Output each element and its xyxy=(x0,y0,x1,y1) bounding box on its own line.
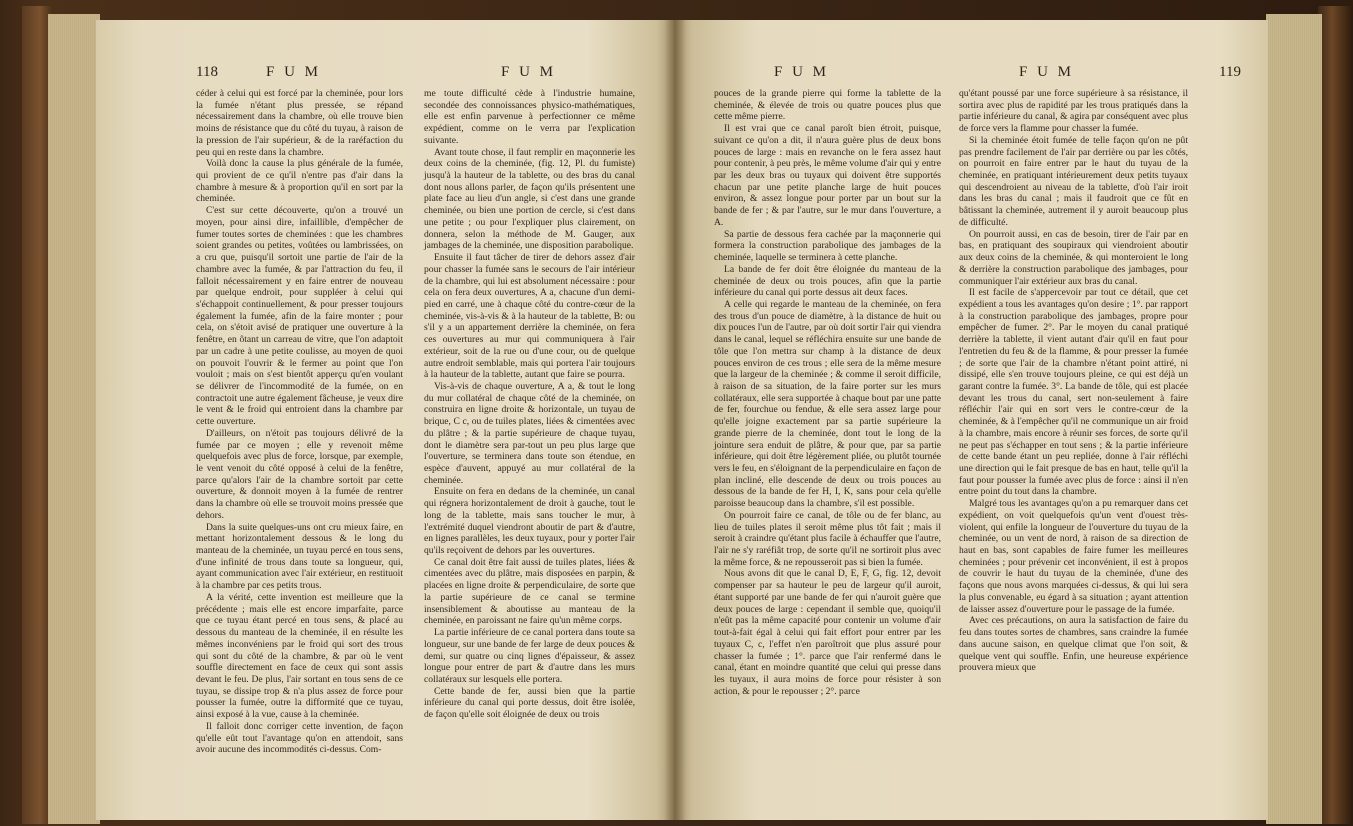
paragraph: Malgré tous les avantages qu'on a pu remarquer dans cet expédient, on voit quelquefois qu'un vent d'ouest très-violent, qui enfile la longueur de l'ouverture du tuyau de la cheminée, ou un vent de nord, à raison de sa direction de haut en bas, sont capables de faire fumer les meilleures cheminées ; pour prévenir cet inconvénient, il est à propos de couvrir le haut du tuyau de la cheminée, d'une des façons que nous avons marquées ci-dessus, & qui lui sera la plus convenable, eu égard à sa situation ; ayant attention de laisser assez d'ouverture pour le passage de la fumée. xyxy=(959,498,1188,615)
paragraph: C'est sur cette découverte, qu'on a trouvé un moyen, pour ainsi dire, infaillible, d'empêcher de fumer toutes sortes de cheminées : que les chambres soient grandes ou petites, voûtées ou lambrissées, on a cru que, puisqu'il sortoit une partie de l'air de la chambre avec la fumée, & par l'attraction du feu, il falloit nécessairement y en faire entrer de nouveau par quelque endroit, pour suppléer à celui qui s'échappoit continuellement, & pour presser toujours également la fumée, afin de la faire monter ; pour cela, on s'étoit avisé de pratiquer une ouverture à la fenêtre, en ôtant un carreau de vitre, que l'on adaptoit par un cadre à une petite coulisse, au moyen de quoi on pouvoit l'ouvrir & le fermer au point que l'on vouloit ; mais on s'est bientôt apperçu qu'en voulant se délivrer de l'incommodité de la fumée, on en contractoit une autre également fâcheuse, je veux dire le vent & le froid qui entroient dans la chambre par cette ouverture. xyxy=(196,205,403,428)
paragraph: Ensuite on fera en dedans de la cheminée, un canal qui régnera horizontalement de droit à gauche, tout le long de la tablette, mais sans toucher le mur, à l'extrémité duquel viendront aboutir de part & d'autre, en lignes parallèles, les deux tuyaux, pour y porter l'air qu'ils reçoivent de dehors par les ouvertures. xyxy=(424,486,635,557)
paragraph: D'ailleurs, on n'étoit pas toujours délivré de la fumée par ce moyen ; elle y revenoit même quelquefois avec plus de force, lorsque, par exemple, le vent venoit du côté opposé à celui de la fenêtre, parce qu'alors l'air de la chambre sortoit par cette ouverture, & donnoit moyen à la fumée de rentrer dans la chambre où elle se trouvoit moins pressée que dehors. xyxy=(196,427,403,521)
left-page-header xyxy=(96,64,674,86)
paragraph: Nous avons dit que le canal D, E, F, G, fig. 12, devoit compenser par sa hauteur le peu de largeur qu'il auroit, étant supporté par une bande de fer qui n'auroit guère que deux pouces de large : cependant il semble que, quoiqu'il n'eût pas la même capacité pour contenir un volume d'air tout-à-fait égal à celui qui fait effort pour entrer par les tuyaux C, c, l'effet n'en paroîtroit que plus assuré pour chasser la fumée ; 1°. parce que l'air renfermé dans le canal, étant en moindre quantité que celui qui presse dans les tuyaux, il aura moins de force pour résister à son action, & pour le repousser ; 2°. parce xyxy=(714,568,941,697)
running-head: F U M xyxy=(1019,64,1075,80)
text-column-left xyxy=(196,88,403,756)
book-cover-right xyxy=(1318,6,1353,824)
paragraph: Il est vrai que ce canal paroît bien étroit, puisque, suivant ce qu'on a dit, il n'aura guère plus de deux bons pouces de large : mais en revanche on le fera assez haut pour contenir, à peu près, le même volume d'air qui y entre par les deux bras ou tuyaux qui doivent être supportés chacun par une petite planche large de huit pouces environ, & assez longue pour porter par un bout sur la bande de fer ; & par l'autre, sur le mur dans l'ouverture, a A. xyxy=(714,123,941,228)
paragraph: Cette bande de fer, aussi bien que la partie inférieure du canal qui porte dessus, doit être isolée, de façon qu'elle soit éloignée de deux ou trois xyxy=(424,685,635,721)
paragraph: Ensuite il faut tâcher de tirer de dehors assez d'air pour chasser la fumée sans le secours de l'air intérieur de la chambre, qui lui est absolument nécessaire : pour cela on fera deux ouvertures, A a, chacune d'un demi-pied en carré, une à chaque côté du contre-cœur de la cheminée, vis-à-vis & à la hauteur de la tablette, B: ou s'il y a un appartement derrière la cheminée, on fera ces ouvertures au mur qui communiquera à l'air extérieur, soit de la rue ou d'une cour, ou de quelque autre endroit semblable, mais qui portera l'air toujours à la hauteur de la tablette, autant que faire se pourra. xyxy=(424,252,635,381)
paragraph: qu'étant poussé par une force supérieure à sa résistance, il sortira avec plus de rapidité par les trous pratiqués dans la partie inférieure du canal, & agira par conséquent avec plus de force vers la flamme pour chasser la fumée. xyxy=(959,88,1188,135)
paragraph: Dans la suite quelques-uns ont cru mieux faire, en mettant horizontalement dessous & le long du manteau de la cheminée, un tuyau percé en tous sens, d'une infinité de trous dans toute sa longueur, qui, ayant communication avec l'air extérieur, en restituoit à la chambre par ces petits trous. xyxy=(196,521,403,592)
paragraph: Si la cheminée étoit fumée de telle façon qu'on ne pût pas prendre facilement de l'air par derrière ou par les côtés, on pourroit en faire entrer par le haut du tuyau de la cheminée, en pratiquant intérieurement deux petits tuyaux qui descendroient au niveau de la tablette, d'où l'air iroit dans les bras du canal ; mais il faudroit que ce fût en bâtissant la cheminée, autrement il y auroit beaucoup plus de difficulté. xyxy=(959,134,1188,228)
paragraph: Il est facile de s'appercevoir par tout ce détail, que cet expédient a tous les avantages qu'on desire ; 1°. par rapport à la construction parabolique des jambages, propre pour empêcher de fumer. 2°. Par le moyen du canal pratiqué derrière la tablette, il vient autant d'air qu'il en faut pour l'entretien du feu & de la flamme, & pour presser la fumée ; de sorte que l'air de la chambre n'étant point attiré, ni dissipé, elle s'en trouve toujours pleine, ce qui est déjà un garant contre la fumée. 3°. La bande de tôle, qui est placée devant les trous du canal, sert non-seulement à faire réfléchir l'air qui en sort vers le contre-cœur de la cheminée, & à l'empêcher qu'il ne communique un air froid à la chambre, mais encore à réunir ses forces, de sorte qu'il ne peut pas s'échapper en tout sens ; & la partie inférieure de cette bande étant un peu repliée, donne à l'air réfléchi une direction qui le fait presque de bas en haut, telle qu'il la faut pour pousser la fumée avec plus de force : ainsi il n'en entre point du tout dans la chambre. xyxy=(959,287,1188,498)
paragraph: La bande de fer doit être éloignée du manteau de la cheminée de deux ou trois pouces, afin que la partie inférieure du canal qui porte dessus ait deux faces. xyxy=(714,263,941,299)
paragraph: A celle qui regarde le manteau de la cheminée, on fera des trous d'un pouce de diamètre, à la distance de huit ou dix pouces l'un de l'autre, par où doit sortir l'air qui viendra dans le canal, lequel se réfléchira ensuite sur une bande de tôle que l'on mettra sur champ à la distance de deux pouces environ de ces trous ; elle sera de la même mesure que la largeur de la cheminée ; & comme il seroit difficile, à raison de sa situation, de la faire porter sur les murs collatéraux, elle sera supportée à chaque bout par une patte de fer, fourchue ou fendue, & elle sera assez large pour qu'elle joigne exactement par sa partie supérieure la grande pierre de la cheminée, dont tout le long de la jointure sera enduit de plâtre, & pour que, par sa partie inférieure, qui doit être légèrement pliée, ou plutôt tournée vers le feu, en s'éloignant de la perpendiculaire en façon de plan incliné, elle descende de deux ou trois pouces au dessous de la bande de fer H, I, K, sans pour cela qu'elle paroisse beaucoup dans la chambre, s'il est possible. xyxy=(714,298,941,510)
paragraph: On pourroit aussi, en cas de besoin, tirer de l'air par en bas, en pratiquant des soupiraux qui viendroient aboutir aux deux coins de la cheminée, & qui monteroient le long & derrière la construction parabolique des jambages, pour communiquer l'air extérieur aux bras du canal. xyxy=(959,228,1188,287)
page-number: 118 xyxy=(196,64,218,80)
paragraph: Avant toute chose, il faut remplir en maçonnerie les deux coins de la cheminée, (fig. 12, Pl. du fumiste) jusqu'à la hauteur de la tablette, ou des bras du canal dont nous allons parler, de façon qu'ils présentent une plate face au lieu d'un angle, si c'est dans une grande cheminée, ou bien une portion de cercle, si c'est dans une petite ; ou pour l'expliquer plus clairement, on donnera, selon la méthode de M. Gauger, aux jambages de la cheminée, une disposition parabolique. xyxy=(424,146,635,252)
paragraph: céder à celui qui est forcé par la cheminée, pour lors la fumée n'étant plus pressée, se répand nécessairement dans la chambre, où elle trouve bien moins de résistance que du côté du tuyau, à raison de la pression de l'air supérieur, & de la raréfaction du peu qui en reste dans la chambre. xyxy=(196,88,403,158)
paragraph: me toute difficulté cède à l'industrie humaine, secondée des connoissances physico-mathématiques, elle est enfin parvenue à perfectionner ce même expédient, comme on le verra par l'explication suivante. xyxy=(424,88,635,146)
page-number: 119 xyxy=(1219,64,1241,80)
paragraph: Vis-à-vis de chaque ouverture, A a, & tout le long du mur collatéral de chaque côté de la cheminée, on construira en ligne droite & horizontale, un tuyau de brique, C c, ou de tuiles plates, liées & cimentées avec du plâtre ; & la partie supérieure de chaque tuyau, dont le diamètre sera par-tout un peu plus large que l'ouverture, se terminera dans toute son étendue, en espèce d'auvent, appuyé au mur collatéral de la cheminée. xyxy=(424,380,635,486)
paragraph: La partie inférieure de ce canal portera dans toute sa longueur, sur une bande de fer large de deux pouces & demi, sur quatre ou cinq lignes d'épaisseur, & assez longue pour entrer de part & d'autre dans les murs collatéraux sur lesquels elle portera. xyxy=(424,627,635,685)
paragraph: Sa partie de dessous fera cachée par la maçonnerie qui formera la construction parabolique des jambages de la cheminée, laquelle se terminera à cette planche. xyxy=(714,228,941,264)
paragraph: pouces de la grande pierre qui forme la tablette de la cheminée, & élevée de trois ou quatre pouces plus que cette même pierre. xyxy=(714,88,941,123)
text-column-right xyxy=(424,88,635,721)
text-column-left xyxy=(714,88,941,697)
running-head: F U M xyxy=(266,64,322,80)
running-head: F U M xyxy=(774,64,830,80)
right-page xyxy=(674,20,1268,820)
paragraph: On pourroit faire ce canal, de tôle ou de fer blanc, au lieu de tuiles plates il seroit même plus tôt fait ; mais il seroit à craindre qu'étant plus facile à échauffer que l'autre, l'air ne s'y raréfiât trop, de sorte qu'il ne sortiroit plus avec la même force, & ne repousseroit pas si bien la fumée. xyxy=(714,509,941,568)
text-column-right xyxy=(959,88,1188,674)
page-edges-right xyxy=(1266,14,1322,824)
paragraph: Il falloit donc corriger cette invention, de façon qu'elle eût tout l'avantage qu'on en attendoit, sans avoir aucune des incommodités ci-dessus. Com- xyxy=(196,720,403,756)
page-edges-left xyxy=(48,14,100,824)
paragraph: Avec ces précautions, on aura la satisfaction de faire du feu dans toutes sortes de chambres, sans craindre la fumée dans aucune saison, en quelque climat que l'on soit, & quelque vent qui souffle. Enfin, une heureuse expérience prouvera mieux que xyxy=(959,615,1188,674)
right-page-header xyxy=(674,64,1268,86)
paragraph: Voilà donc la cause la plus générale de la fumée, qui provient de ce qu'il n'entre pas d'air dans la chambre à mesure & à proportion qu'il en sort par la cheminée. xyxy=(196,158,403,205)
left-page xyxy=(96,20,674,820)
running-head: F U M xyxy=(501,64,557,80)
paragraph: A la vérité, cette invention est meilleure que la précédente ; mais elle est encore imparfaite, parce que ce tuyau étant percé en tous sens, & placé au dessous du manteau de la cheminée, il en résulte les mêmes inconvéniens par le froid qui sort des trous qui sont du côté de la chambre, & par où le vent souffle directement en face de ceux qui sont assis devant le feu. De plus, l'air sortant en tous sens de ce tuyau, se dissipe trop & n'a plus assez de force pour pousser la fumée, outre la difformité que ce tuyau, ainsi exposé à la vue, cause à la cheminée. xyxy=(196,591,403,721)
paragraph: Ce canal doit être fait aussi de tuiles plates, liées & cimentées avec du plâtre, mais disposées en parpin, & placées en ligne droite & perpendiculaire, de sorte que la partie supérieure de ce canal se termine insensiblement & aboutisse au manteau de la cheminée, en paroissant ne faire qu'un même corps. xyxy=(424,556,635,627)
